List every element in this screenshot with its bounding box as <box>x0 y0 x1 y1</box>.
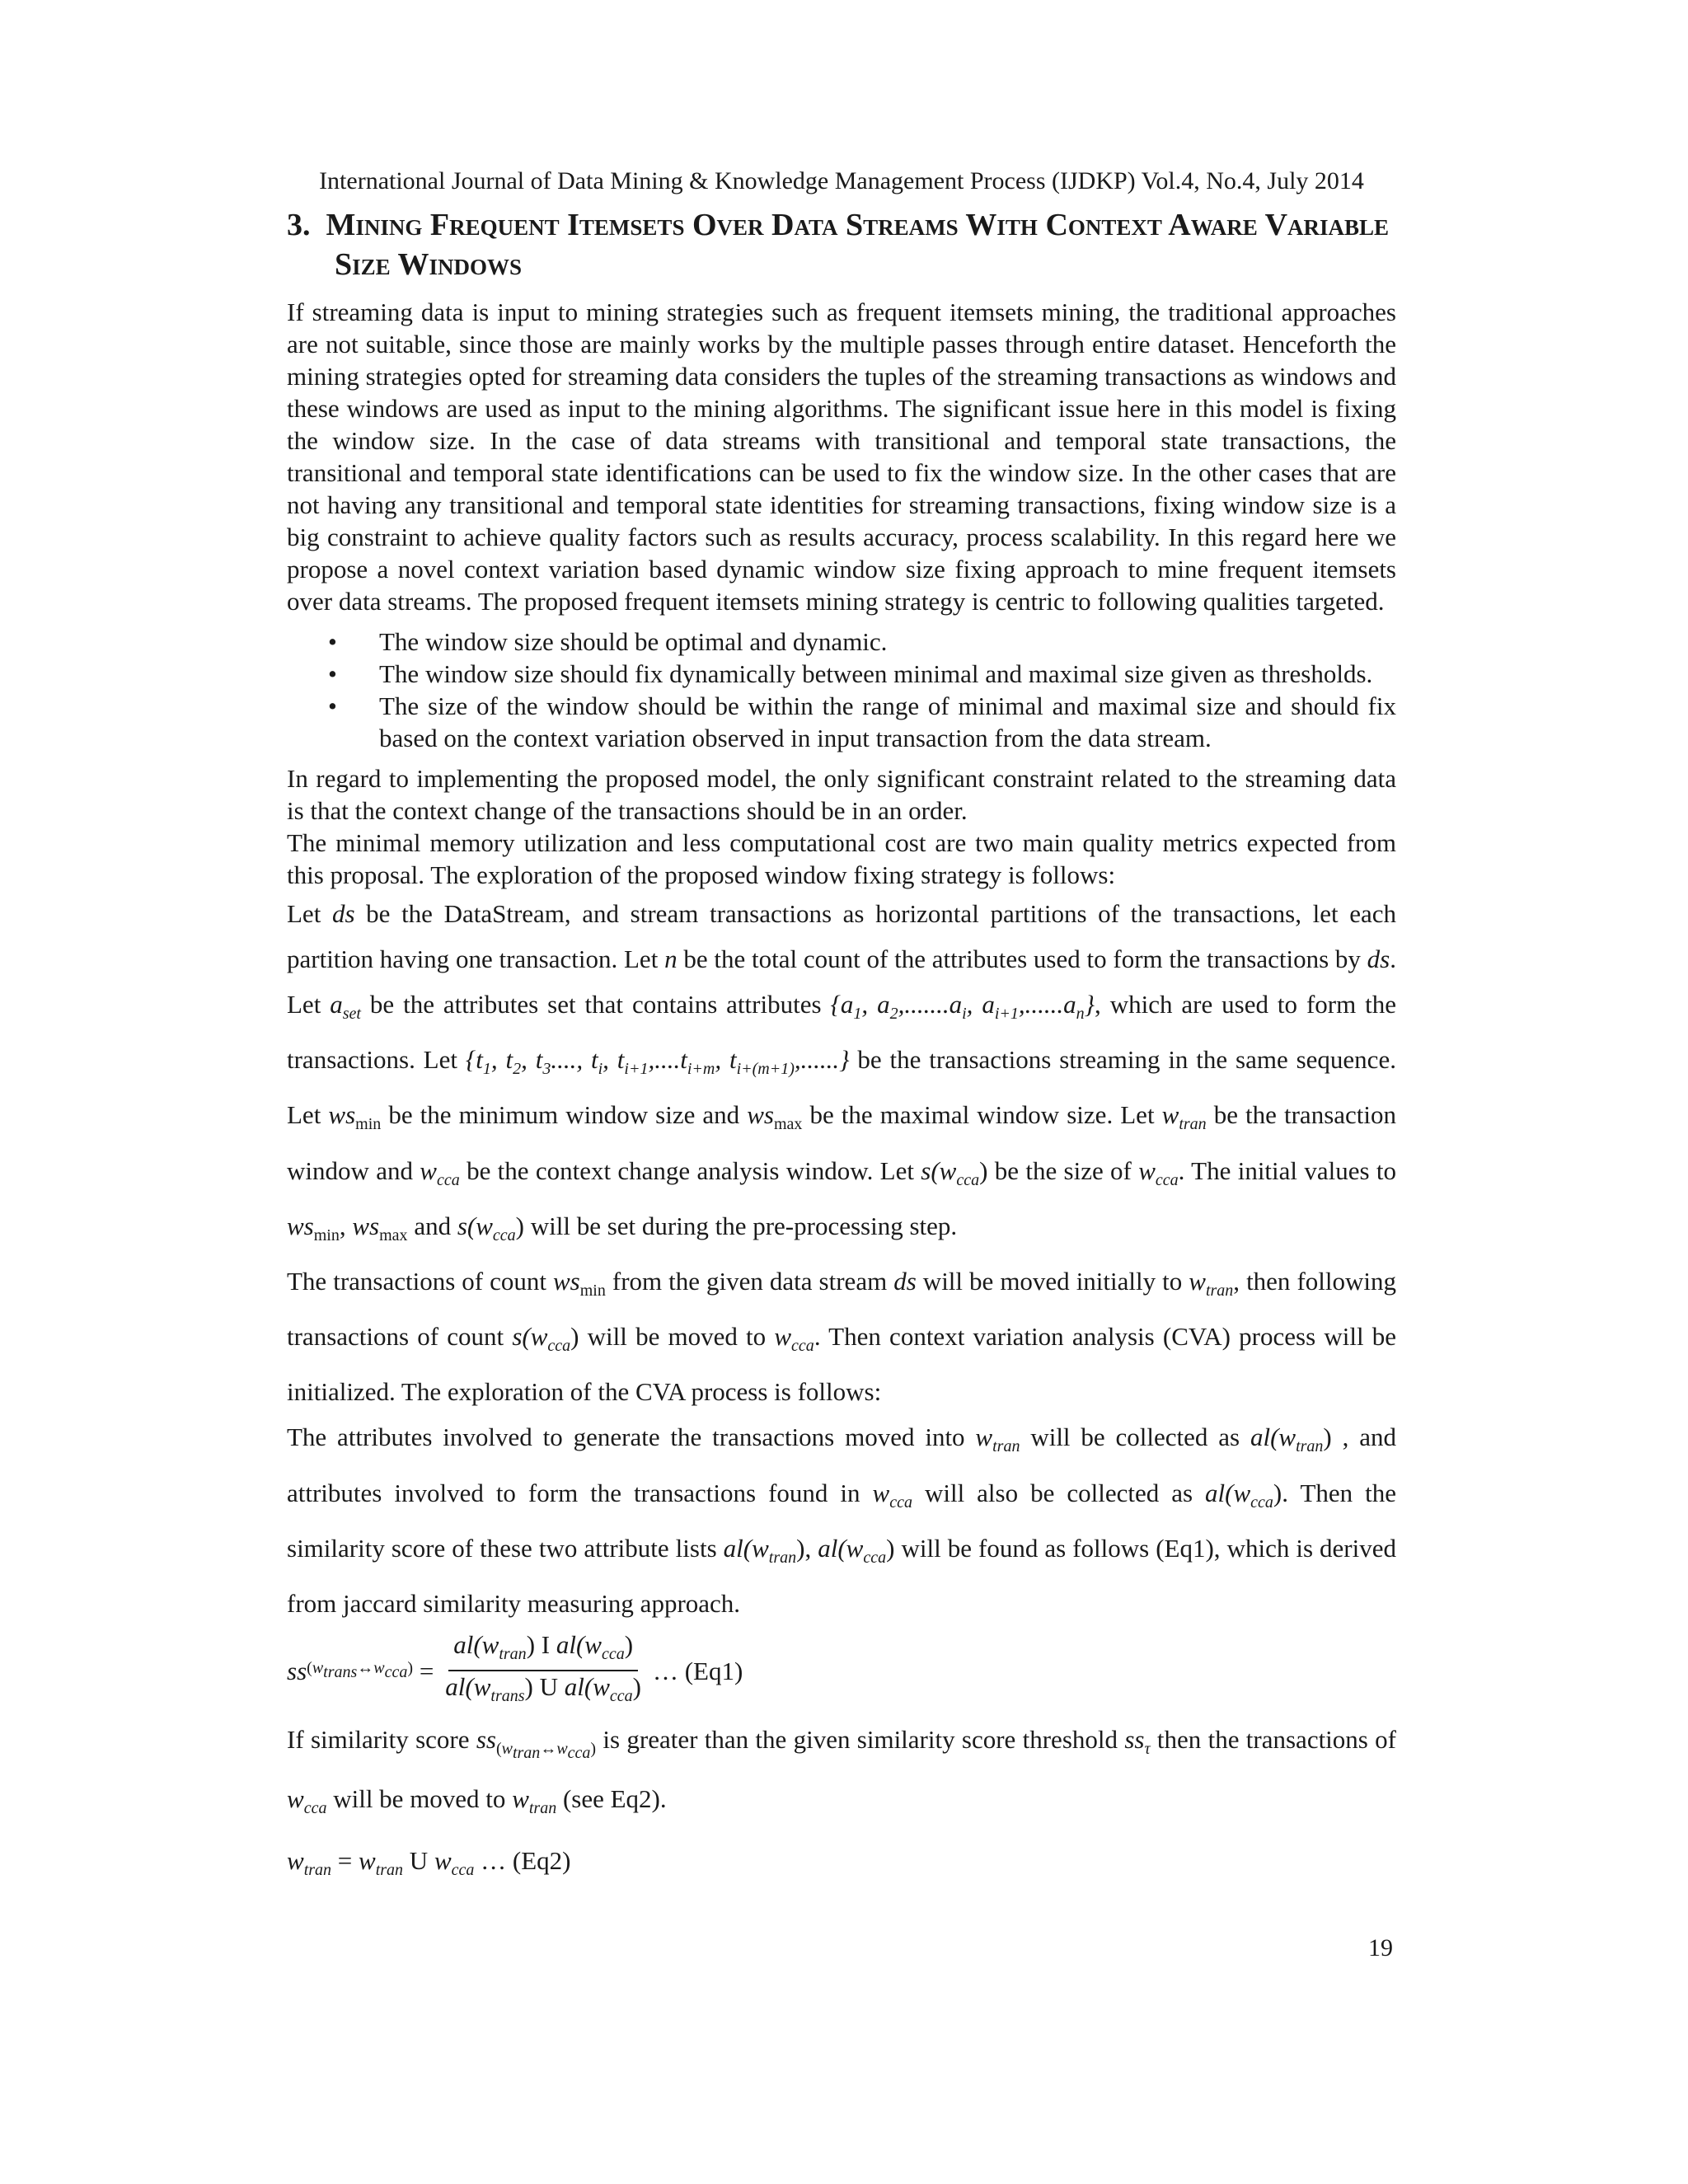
paragraph-threshold: If similarity score $ss_{(w_{tran}\leftrightarrow w_{cca})}$ is greater than the given similarity score threshold $ss_\tau$ then the transactions of $w_{cca}$ will be moved to $w_{tran}$ (see Eq2). <box>287 1725 1396 1818</box>
paragraph-definitions: Let ds be the DataStream, and stream transactions as horizontal partitions of the transactions, let each partition having one transaction. Let n be the total count of the attributes used to form the transactions by ds. Let $a_{set}$ be the attributes set that contains attributes {$a_1$, $a_2,.......a_i$, $a_{i+1},......a_n$}, which are used to form the transactions. Let {$t_1$, $t_2$, $t_3$...., $t_i$, $t_{i+1},....t_{i+m}$, $t_{i+(m+1)}$,......} be the transactions streaming in the same sequence. Let $ws_{min}$ be the minimum window size and $ws_{max}$ be the maximal window size. Let $w_{tran}$ be the transaction window and $w_{cca}$ be the context change analysis window. Let $s(w_{cca})$ be the size of $w_{cca}$. The initial values to $ws_{min}$, $ws_{max}$ and $s(w_{cca})$ will be set during the pre-processing step. <box>287 899 1397 1244</box>
eq1-label: … (Eq1) <box>652 1656 743 1685</box>
paragraph-attributes: The attributes involved to generate the transactions moved into $w_{tran}$ will be collected as $al(w_{tran})$ , and attributes involved to form the transactions found in $w_{cca}$ will also be collected as $al(w_{cca})$. Then the similarity score of these two attribute lists $al(w_{tran})$, $al(w_{cca})$ will be found as follows (Eq1), which is derived from jaccard similarity measuring approach. <box>287 1422 1396 1618</box>
list-item: • The size of the window should be within the range of minimal and maximal size and should fix based on the context variation observed in input transaction from the data stream. <box>328 691 1396 752</box>
equation-2: $w_{tran} = w_{tran}$ U $w_{cca}$ … (Eq2) <box>287 1845 571 1879</box>
list-item: • The window size should be optimal and dynamic. <box>328 627 888 656</box>
bullet-icon: • <box>328 627 337 656</box>
equation-1: ss $(w_{trans}\leftrightarrow w_{cca})$ = $\frac{al(w_{tran}) I al(w_{cca})}{al(w_{trans}) U al(w_{cca})}$ … (Eq1) <box>287 1629 1396 1712</box>
jaccard-fraction: $\frac{al(w_{tran}) I al(w_{cca})}{al(w_{trans}) U al(w_{cca})}$ <box>445 1629 641 1706</box>
paragraph-intro: If streaming data is input to mining strategies such as frequent itemsets mining, the traditional approaches are not suitable, since those are mainly works by the multiple passes through entire dataset. Henceforth the mining strategies opted for streaming data considers the tuples of the streaming transactions as windows and these windows are used as input to the mining algorithms. The significant issue here in this model is fixing the window size. In the case of data streams with transitional and temporal state transactions, the transitional and temporal state identifications can be used to fix the window size. In the other cases that are not having any transitional and temporal state identities for streaming transactions, fixing window size is a big constraint to achieve quality factors such as results accuracy, process scalability. In this regard here we propose a novel context variation based dynamic window size fixing approach to mine frequent itemsets over data streams. The proposed frequent itemsets mining strategy is centric to following qualities targeted. <box>287 298 1396 616</box>
paragraph-constraint: In regard to implementing the proposed model, the only significant constraint related to the streaming data is that the context change of the transactions should be in an order. <box>287 764 1396 825</box>
paragraph-quality: The minimal memory utilization and less computational cost are two main quality metrics expected from this proposal. The exploration of the proposed window fixing strategy is follows: <box>287 828 1396 889</box>
section-heading <box>287 205 1396 284</box>
bullet-icon: • <box>328 659 337 688</box>
bullet-icon: • <box>328 691 337 720</box>
section-number: 3. <box>287 208 311 242</box>
running-header: International Journal of Data Mining & Knowledge Management Process (IJDKP) Vol.4, No.4, July 2014 <box>319 167 1364 194</box>
list-item: • The window size should fix dynamically between minimal and maximal size given as thresholds. <box>328 659 1373 688</box>
page-number: 19 <box>1368 1934 1393 1961</box>
qualities-list <box>287 626 1396 754</box>
section-title: Mining Frequent Itemsets Over Data Streams With Context Aware Variable Size Windows <box>326 208 1390 282</box>
paragraph-cva: The transactions of count $ws_{min}$ from the given data stream ds will be moved initially to $w_{tran}$, then following transactions of count $s(w_{cca})$ will be moved to $w_{cca}$. Then context variation analysis (CVA) process will be initialized. The exploration of the CVA process is follows: <box>287 1266 1396 1407</box>
paper-page <box>287 165 1396 1891</box>
eq2-label: … (Eq2) <box>481 1845 571 1875</box>
